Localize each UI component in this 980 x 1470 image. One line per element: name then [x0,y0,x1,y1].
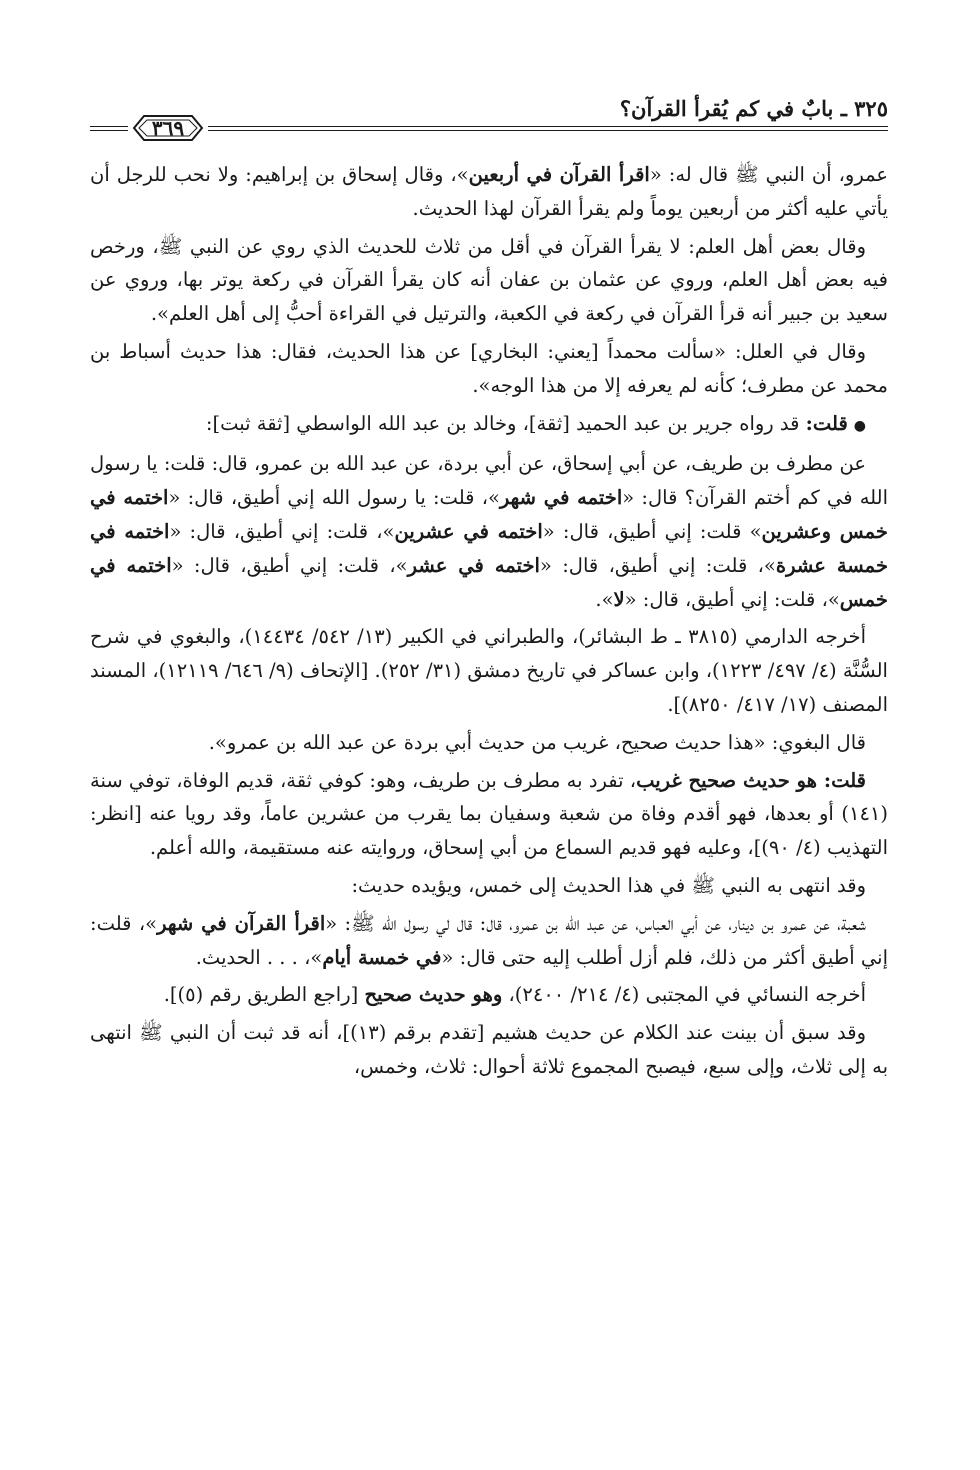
paragraph [90,447,888,616]
text-run: أخرجه النسائي في المجتبى (٤/ ٢١٤/ ٢٤٠٠)، [502,983,866,1007]
paragraph [90,764,888,865]
text-run: عمرو، أن النبي ﷺ قال له: « [649,163,888,186]
text-run: وقد انتهى به النبي ﷺ في هذا الحديث إلى خمس، ويؤيده حديث: [351,873,866,897]
bold-text-run: اختمه في خمسة عشرة [90,519,888,577]
text-run: »، قلت: إني أطيق، قال: « [624,587,840,611]
text-run: »، قلت: يا رسول الله إني أطيق، قال: « [168,486,500,510]
paragraph [90,978,888,1012]
bold-text-run: اختمه في شهر [499,486,623,510]
bold-text-run: لا [613,587,625,611]
bold-text-run: اقرأ القرآن في شهر [157,911,326,935]
paragraph [90,869,888,903]
bold-text-run: قلت: هو حديث صحيح غريب [636,768,866,792]
text-run: وقد سبق أن بينت عند الكلام عن حديث هشيم [تقدم برقم (١٣)]، أنه قد ثبت أن النبي ﷺ انتهى به إلى ثلاث، وإلى سبع، فيصبح المجموع ثلاثة أحوال: ثلاث، وخمس، [90,1021,888,1078]
text-run: » قلت: إني أطيق، قال: « [542,519,762,543]
text-run: [راجع الطريق رقم (٥)]. [163,983,365,1007]
paragraph [90,620,888,721]
text-run: »، . . . الحديث. [195,945,323,969]
page-number: ٣٦٩ [151,116,185,140]
paragraph [90,726,888,760]
body-text [90,158,888,1088]
text-run: وقال بعض أهل العلم: لا يقرأ القرآن في أقل من ثلاث للحديث الذي روي عن النبي ﷺ، ورخص فيه بعض أهل العلم، وروي عن عثمان بن عفان أنه كان يقرأ القرآن في ركعة يوتر بها، وروي عن سعيد بن جبير أنه قرأ القرآن في ركعة في الكعبة، والترتيل في القراءة أحبُّ إلى أهل العلم». [90,234,888,326]
bullet-icon: ● [853,417,866,434]
text-run: أخرجه الدارمي (٣٨١٥ ـ ط البشائر)، والطبراني في الكبير (١٣/ ٥٤٢/ ١٤٤٣٤)، والبغوي في شرح السُّنَّة (٤/ ٤٩٧/ ١٢٢٣)، وابن عساكر في تاريخ دمشق (٣١/ ٢٥٢). [الإتحاف (٩/ ٦٤٦/ ١٢١١٩)، المسند المصنف (١٧/ ٤١٧/ ٨٢٥٠)]. [90,625,888,716]
bold-text-run: في خمسة أيام [322,945,442,969]
paragraph [90,230,888,331]
bold-text-run: اختمه في خمس [90,553,888,611]
text-run: ، تفرد به مطرف بن طريف، وهو: كوفي ثقة، قديم الوفاة، توفي سنة (١٤١) أو بعدها، فهو أقدم وفاة من شعبة وسفيان بما يقرب من عشرين عاماً، وقد رويا عنه [انظر: التهذيب (٤/ ٩٠)]، وعليه فهو قديم السماع من أبي إسحاق، وروايته عنه مستقيمة، والله أعلم. [90,768,888,860]
header-rule-left-lower [90,130,128,131]
text-run: »، وقال إسحاق بن إبراهيم: ولا نحب للرجل أن يأتي عليه أكثر من أربعين يوماً ولم يقرأ القرآن لهذا الحديث. [90,163,888,220]
header-rule-right-lower [208,130,888,131]
paragraph [90,335,888,403]
text-run: عن مطرف بن طريف، عن أبي إسحاق، عن أبي بردة، عن عبد الله بن عمرو، قال: قلت: يا رسول الله في كم أختم القرآن؟ قال: « [90,452,888,510]
bold-text-run: اختمه في عشرين [394,519,543,543]
paragraph [90,407,888,444]
running-title: ٣٢٥ ـ بابٌ في كم يُقرأ القرآن؟ [619,96,888,121]
header-rule-right [208,126,888,127]
bold-text-run: اختمه في عشر [407,553,540,577]
page-header [90,92,888,144]
bold-text-run: قلت: [805,411,848,435]
text-run: »، قلت: إني أطيق، قال: « [539,553,776,577]
bold-text-run: وهو حديث صحيح [364,983,503,1007]
text-run: قد رواه جرير بن عبد الحميد [ثقة]، وخالد بن عبد الله الواسطي [ثقة ثبت]: [205,411,806,435]
bold-text-run: اقرأ القرآن في أربعين [468,163,650,186]
text-run: وقال في العلل: «سألت محمداً [يعني: البخاري] عن هذا الحديث، فقال: هذا حديث أسباط بن محمد عن مطرف؛ كأنه لم يعرفه إلا من هذا الوجه». [90,339,888,397]
paragraph [90,158,888,226]
header-rule-left [90,126,128,127]
text-run: ». [595,587,614,611]
text-run: قال البغوي: «هذا حديث صحيح، غريب من حديث أبي بردة عن عبد الله بن عمرو». [208,730,866,754]
text-run: »، قلت: إني أطيق، قال: « [171,553,408,577]
paragraph [90,1016,888,1084]
page-number-ornament [128,110,208,146]
paragraph [90,907,888,975]
text-run: »، قلت: إني أطيق، قال: « [169,519,395,543]
text-run: »، قلت: إني أطيق أكثر من ذلك، فلم أزل أطلب إليه حتى قال: « [90,911,888,969]
text-run: شعبة، عن عمرو بن دينار، عن أبي العباس، عن عبد الله بن عمرو، قال: قال لي رسول الله ﷺ: « [325,911,866,935]
bold-text-run: اختمه في خمس وعشرين [90,486,888,543]
